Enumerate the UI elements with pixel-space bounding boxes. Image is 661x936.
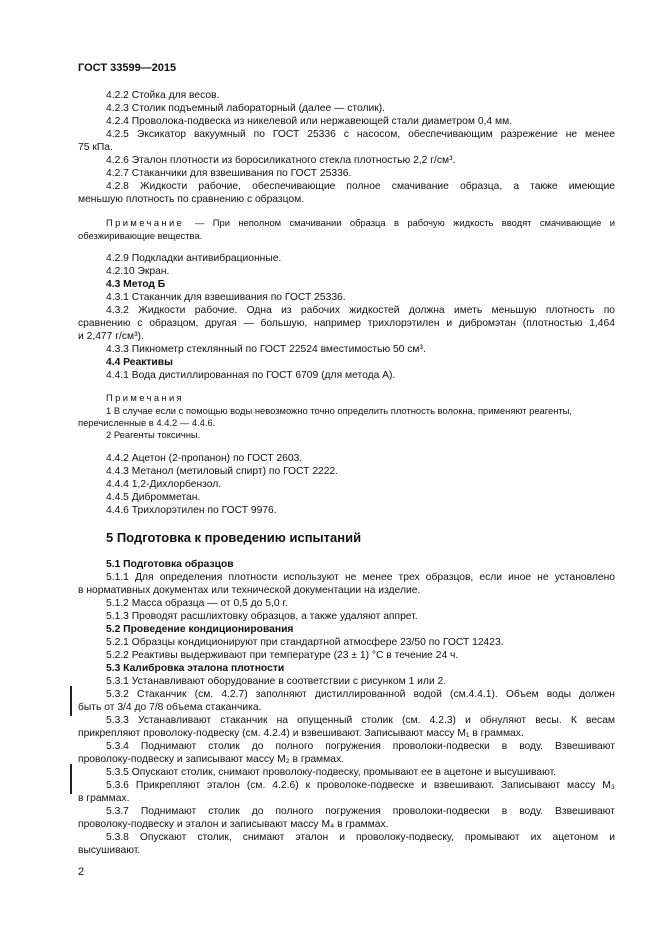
text-line: прикрепляют проволоку-подвеску (см. 4.2.4) и взвешивают. Записывают массу М₁ в граммах. [78,728,524,739]
text-line: 5.3.7 Поднимают столик до полного погружения проволоки-подвески в воду. Взвешивают [106,806,615,817]
text-line: и 2,477 г/см³). [78,331,144,342]
text-line: 4.3.3 Пикнометр стеклянный по ГОСТ 22524 вместимостью 50 см³. [106,344,426,355]
text-line: в граммах. [78,793,130,804]
text-line: 5.3.6 Прикрепляют эталон (см. 4.2.6) к проволоке-подвеске и взвешивают. Записывают массу М₃ [106,780,615,791]
note-line: 1 В случае если с помощью воды невозможно точно определить плотность волокна, применяют реагенты, [106,405,573,416]
change-bar [70,686,72,716]
text-line: 5.3.5 Опускают столик, снимают проволоку-подвеску, промывают ее в ацетоне и высушивают. [106,767,557,778]
text-line: 5.3.1 Устанавливают оборудование в соответствии с рисунком 1 или 2. [106,676,447,687]
text-line: в нормативных документах или технической документации на изделие. [78,585,421,596]
text-line: 4.2.8 Жидкости рабочие, обеспечивающие полное смачивание образца, а также имеющие [106,181,615,192]
text-line: 4.4.5 Дибромметан. [106,492,201,503]
note-line: обезжиривающие вещества. [78,230,203,241]
text-line: 4.2.7 Стаканчики для взвешивания по ГОСТ 25336. [106,168,352,179]
note-line: 2 Реагенты токсичны. [106,429,201,440]
text-line: 4.4.4 1,2-Дихлорбензол. [106,479,222,490]
text-line: 4.4.1 Вода дистиллированная по ГОСТ 6709 (для метода А). [106,370,396,381]
text-line: 75 кПа. [78,142,113,153]
text-line: проволоку-подвеску и эталон и записывают массу М₄ в граммах. [78,819,389,830]
page-number: 2 [78,866,85,878]
text-line: 4.3.2 Жидкости рабочие. Одна из рабочих жидкостей должна иметь меньшую плотность по [106,305,615,316]
text-line: 5.3.8 Опускают столик, снимают эталон и проволоку-подвеску, промывают их ацетоном и [106,832,615,843]
subsection-heading: 5.2 Проведение кондиционирования [106,624,294,635]
note-line: Примечания [106,392,185,403]
subsection-heading: 5.3 Калибровка эталона плотности [106,663,285,674]
text-line: 5.1.3 Проводят расшлихтовку образцов, а также удаляют аппрет. [106,611,418,622]
text-line: 5.1.1 Для определения плотности используют не менее трех образцов, если иное не установлено [106,572,615,583]
change-bar [70,764,72,794]
subsection-heading: 4.4 Реактивы [106,357,173,368]
text-line: быть от 3/4 до 7/8 объема стаканчика. [78,702,262,713]
text-line: 5.1.2 Масса образца — от 0,5 до 5,0 г. [106,598,288,609]
standard-header: ГОСТ 33599—2015 [78,62,177,74]
text-line: 4.2.9 Подкладки антивибрационные. [106,253,282,264]
text-line: 4.4.3 Метанол (метиловый спирт) по ГОСТ 2222. [106,466,339,477]
subsection-heading: 4.3 Метод Б [106,279,166,290]
text-line: 4.2.5 Эксикатор вакуумный по ГОСТ 25336 с насосом, обеспечивающим разрежение не менее [106,129,615,140]
text-line: 5.3.3 Устанавливают стаканчик на опущенный столик (см. 4.2.3) и обнуляют весы. К весам [106,715,615,726]
note-line: перечисленные в 4.4.2 — 4.4.6. [78,417,216,428]
text-line: 4.2.3 Столик подъемный лабораторный (далее — столик). [106,103,386,114]
text-line: 4.2.2 Стойка для весов. [106,90,220,101]
text-line: 4.2.4 Проволока-подвеска из никелевой или нержавеющей стали диаметром 0,4 мм. [106,116,513,127]
text-line: 4.2.6 Эталон плотности из боросиликатного стекла плотностью 2,2 г/см³. [106,155,456,166]
text-line: 5.2.1 Образцы кондиционируют при стандартной атмосфере 23/50 по ГОСТ 12423. [106,637,504,648]
text-line: меньшую плотность по сравнению с образцом. [78,194,305,205]
note-label: Примечание [106,217,196,228]
text-line: 4.2.10 Экран. [106,266,170,277]
text-line: 5.2.2 Реактивы выдерживают при температуре (23 ± 1) °С в течение 24 ч. [106,650,459,661]
text-line: 4.4.6 Трихлорэтилен по ГОСТ 9976. [106,505,277,516]
note-line: Примечание — При неполном смачивании образца в рабочую жидкость вводят смачивающие и [106,217,615,228]
section-heading: 5 Подготовка к проведению испытаний [106,530,362,545]
subsection-heading: 5.1 Подготовка образцов [106,559,234,570]
text-line: высушивают. [78,845,141,856]
text-line: проволоку-подвеску и записывают массу М₂ в граммах. [78,754,344,765]
text-line: 4.3.1 Стаканчик для взвешивания по ГОСТ 25336. [106,292,346,303]
text-line: 4.4.2 Ацетон (2-пропанон) по ГОСТ 2603. [106,453,303,464]
text-line: сравнению с образцом, другая — большую, например трихлорэтилен и дибромэтан (плотностью 1,464 [78,318,615,329]
text-line: 5.3.2 Стаканчик (см. 4.2.7) заполняют дистиллированной водой (см.4.4.1). Объем воды должен [106,689,615,700]
text-line: 5.3.4 Поднимают столик до полного погружения проволоки-подвески в воду. Взвешивают [106,741,615,752]
